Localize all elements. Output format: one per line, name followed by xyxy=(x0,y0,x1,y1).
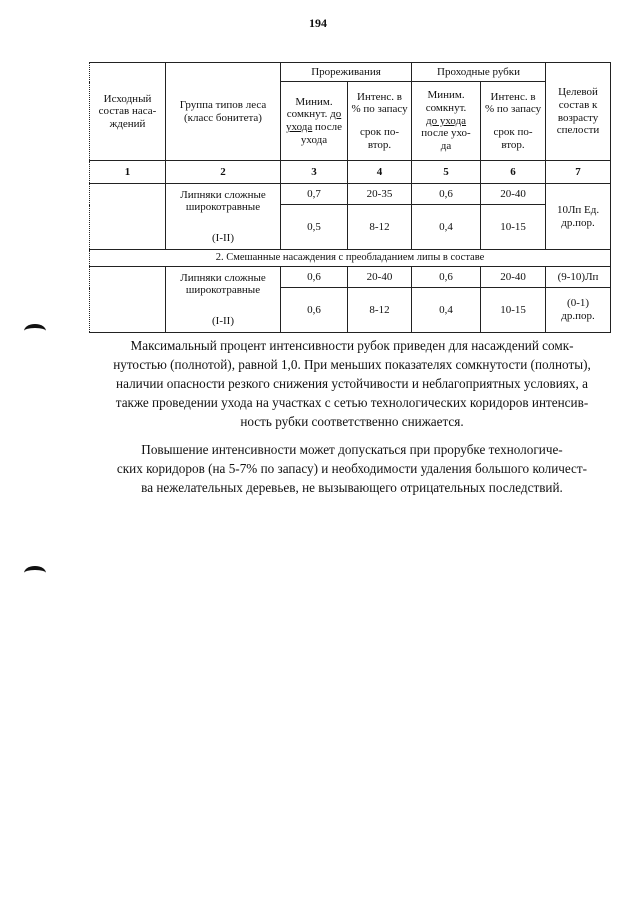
table-cell: 0,6 xyxy=(412,184,481,205)
page-number: 194 xyxy=(309,16,327,30)
table-cell: 20-40 xyxy=(348,267,412,288)
target-composition-cell: (0-1) др.пор. xyxy=(546,288,611,333)
table-cell: 0,4 xyxy=(412,288,481,333)
column-number: 5 xyxy=(412,161,481,184)
forest-care-table xyxy=(89,62,611,333)
table-cell: 20-35 xyxy=(348,184,412,205)
column-number: 7 xyxy=(546,161,611,184)
table-cell: 0,5 xyxy=(281,205,348,250)
target-composition-cell: 10Лп Ед. др.пор. xyxy=(546,184,611,250)
column-number: 3 xyxy=(281,161,348,184)
header-row-top xyxy=(90,63,611,82)
initial-composition-cell xyxy=(90,267,166,333)
header-thinning: Прореживания xyxy=(281,63,412,82)
table-cell: 8-12 xyxy=(348,288,412,333)
table-cell: 20-40 xyxy=(481,184,546,205)
forest-type-cell: Липняки сложные широкотравные (I-II) xyxy=(166,184,281,250)
table-cell: 10-15 xyxy=(481,205,546,250)
header-passage-cuttings: Проходные рубки xyxy=(412,63,546,82)
header-forest-group: Группа типов леса (класс бонитета) xyxy=(166,63,281,161)
table-row xyxy=(90,267,611,288)
section-heading-row xyxy=(90,250,611,267)
forest-type-cell: Липняки сложные широкотравные (I-II) xyxy=(166,267,281,333)
table-row xyxy=(90,184,611,205)
section-heading: 2. Смешанные насаждения с преобладанием липы в составе xyxy=(90,250,611,267)
header-initial-composition: Исходный состав наса- ждений xyxy=(90,63,166,161)
header-min-density-thinning: Миним. сомкнут. до ухода после ухода xyxy=(281,82,348,161)
table-cell: 0,4 xyxy=(412,205,481,250)
paragraph-intensity-note: Максимальный процент интенсивности рубок приведен для насаждений сомк- нутостью (полнотой), равной 1,0. При меньших показателях сомкнутости (полноты), наличии опасности резкого снижения устойчивости и неблагоприятных условиях, а также проведении ухода на участках с сетью технологических коридоров интенсив- ность рубки соответственно снижается. xyxy=(113,338,591,429)
table-cell: 8-12 xyxy=(348,205,412,250)
header-intensity-passage: Интенс. в % по запасу срок по- втор. xyxy=(481,82,546,161)
header-target-composition: Целевой состав к возрасту спелости xyxy=(546,63,611,161)
initial-composition-cell xyxy=(90,184,166,250)
header-intensity-thinning: Интенс. в % по запасу срок по- втор. xyxy=(348,82,412,161)
column-number: 2 xyxy=(166,161,281,184)
column-number-row xyxy=(90,161,611,184)
table-cell: 0,7 xyxy=(281,184,348,205)
header-min-density-passage: Миним. сомкнут. до ухода после ухо- да xyxy=(412,82,481,161)
column-number: 4 xyxy=(348,161,412,184)
binding-hole-mark xyxy=(24,566,46,580)
target-composition-cell: (9-10)Лп xyxy=(546,267,611,288)
column-number: 1 xyxy=(90,161,166,184)
table-cell: 0,6 xyxy=(412,267,481,288)
table-cell: 20-40 xyxy=(481,267,546,288)
table-cell: 0,6 xyxy=(281,288,348,333)
table-cell: 10-15 xyxy=(481,288,546,333)
binding-hole-mark xyxy=(24,324,46,338)
paragraph-intensity-increase: Повышение интенсивности может допускаться при прорубке технологиче- ских коридоров (на 5-7% по запасу) и необходимости удаления большого количест- ва нежелательных деревьев, не вызывающего отрицательных последствий. xyxy=(116,442,588,495)
column-number: 6 xyxy=(481,161,546,184)
table-cell: 0,6 xyxy=(281,267,348,288)
